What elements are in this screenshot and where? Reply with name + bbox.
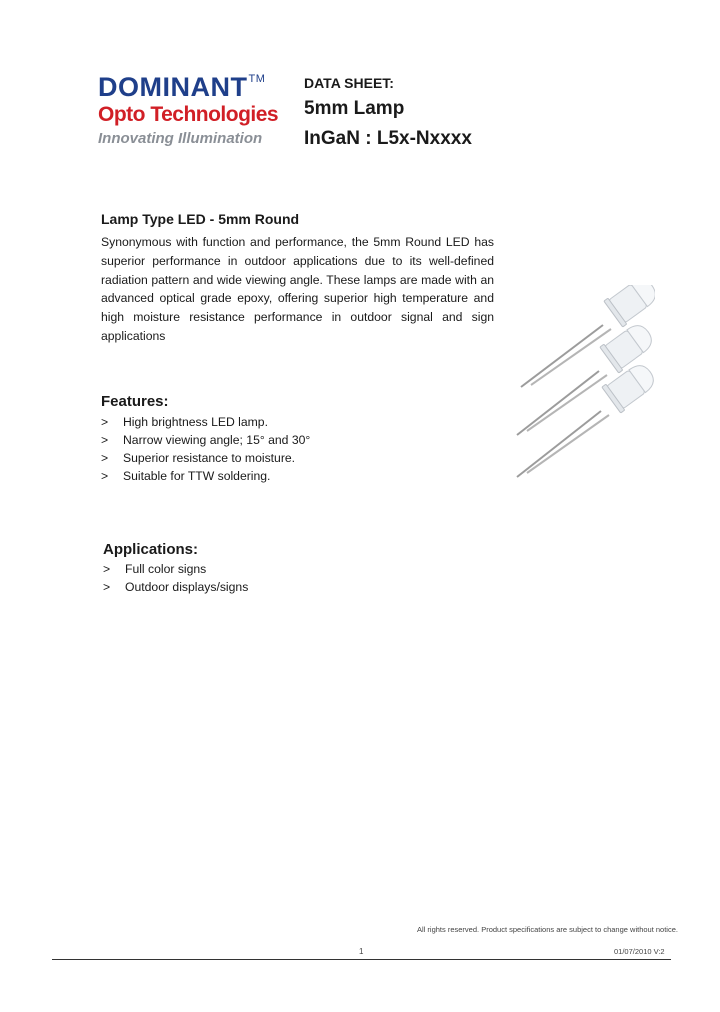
led-lamps-image bbox=[505, 285, 655, 485]
bullet-marker: > bbox=[101, 415, 109, 429]
applications-heading: Applications: bbox=[103, 541, 199, 558]
trademark-mark: TM bbox=[248, 73, 266, 85]
bullet-marker: > bbox=[103, 580, 111, 594]
application-text: Outdoor displays/signs bbox=[125, 580, 249, 594]
feature-text: High brightness LED lamp. bbox=[123, 415, 268, 429]
list-item bbox=[101, 431, 310, 449]
features-list bbox=[101, 413, 310, 485]
bullet-marker: > bbox=[101, 451, 109, 465]
section-description: Synonymous with function and performance, the 5mm Round LED has superior performance in outdoor applications due to its well-defined radiation pattern and wide viewing angle. These lamps are made with an advanced optical grade epoxy, offering superior high temperature and high moisture resistance performance in outdoor signal and sign applications bbox=[101, 235, 494, 343]
product-title: 5mm Lamp bbox=[304, 98, 405, 119]
footer-date: 01/07/2010 V:2 bbox=[614, 947, 665, 956]
bullet-marker: > bbox=[101, 469, 109, 483]
bullet-marker: > bbox=[101, 433, 109, 447]
feature-text: Narrow viewing angle; 15° and 30° bbox=[123, 433, 311, 447]
section-title: Lamp Type LED - 5mm Round bbox=[101, 211, 300, 227]
footer-notice: All rights reserved. Product specifications are subject to change without notice. bbox=[417, 925, 678, 934]
list-item bbox=[101, 413, 310, 431]
applications-list bbox=[103, 560, 248, 596]
footer-divider bbox=[52, 959, 671, 960]
brand-tagline: Innovating Illumination bbox=[98, 130, 263, 147]
brand-name: DOMINANT bbox=[98, 72, 248, 102]
doc-type-label: DATA SHEET: bbox=[304, 75, 394, 91]
feature-text: Superior resistance to moisture. bbox=[123, 451, 296, 465]
list-item bbox=[101, 449, 310, 467]
feature-text: Suitable for TTW soldering. bbox=[123, 469, 271, 483]
page-number: 1 bbox=[359, 947, 364, 956]
bullet-marker: > bbox=[103, 562, 111, 576]
application-text: Full color signs bbox=[125, 562, 207, 576]
part-number-title: InGaN : L5x-Nxxxx bbox=[304, 128, 472, 149]
brand-subtitle: Opto Technologies bbox=[98, 103, 279, 126]
features-heading: Features: bbox=[101, 393, 169, 410]
brand-logo bbox=[98, 74, 265, 101]
list-item bbox=[103, 560, 248, 578]
list-item bbox=[101, 467, 310, 485]
list-item bbox=[103, 578, 248, 596]
